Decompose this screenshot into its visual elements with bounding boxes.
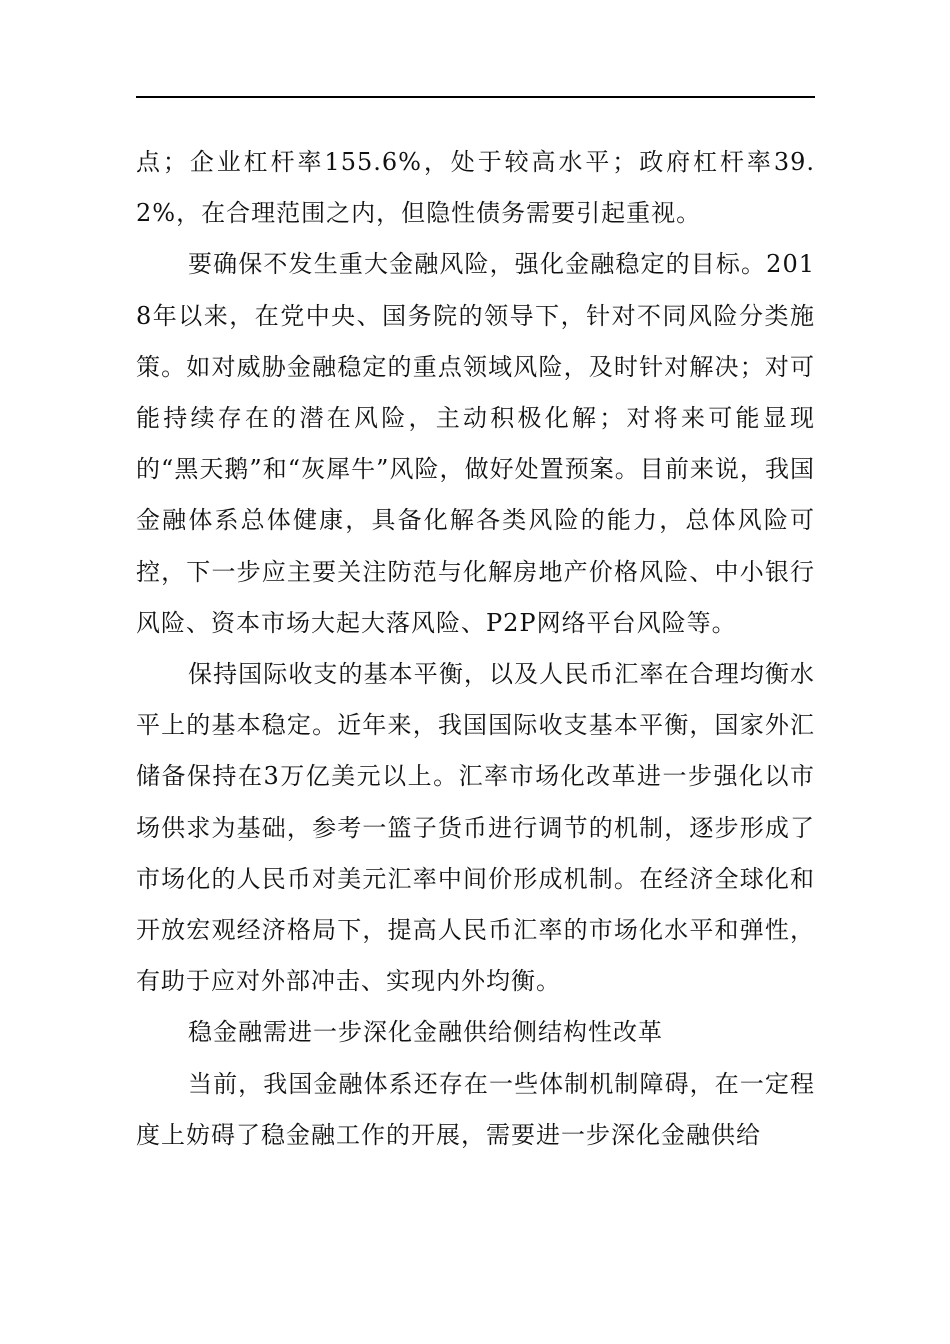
document-body: [136, 137, 815, 1161]
paragraph-4: 当前，我国金融体系还存在一些体制机制障碍，在一定程度上妨碍了稳金融工作的开展，需要进一步深化金融供给: [136, 1069, 815, 1149]
paragraph-3: 保持国际收支的基本平衡，以及人民币汇率在合理均衡水平上的基本稳定。近年来，我国国际收支基本平衡，国家外汇储备保持在3万亿美元以上。汇率市场化改革进一步强化以市场供求为基础，参考一篮子货币进行调节的机制，逐步形成了市场化的人民币对美元汇率中间价形成机制。在经济全球化和开放宏观经济格局下，提高人民币汇率的市场化水平和弹性，有助于应对外部冲击、实现内外均衡。: [136, 660, 815, 996]
paragraph-2: 要确保不发生重大金融风险，强化金融稳定的目标。2018年以来，在党中央、国务院的领导下，针对不同风险分类施策。如对威胁金融稳定的重点领域风险，及时针对解决；对可能持续存在的潜在风险，主动积极化解；对将来可能显现的“黑天鹅”和“灰犀牛”风险，做好处置预案。目前来说，我国金融体系总体健康，具备化解各类风险的能力，总体风险可控，下一步应主要关注防范与化解房地产价格风险、中小银行风险、资本市场大起大落风险、P2P网络平台风险等。: [136, 250, 815, 637]
header-rule: [136, 96, 815, 98]
section-heading: 稳金融需进一步深化金融供给侧结构性改革: [188, 1018, 663, 1047]
paragraph-1: 点；企业杠杆率155.6%，处于较高水平；政府杠杆率39.2%，在合理范围之内，但隐性债务需要引起重视。: [136, 148, 815, 228]
